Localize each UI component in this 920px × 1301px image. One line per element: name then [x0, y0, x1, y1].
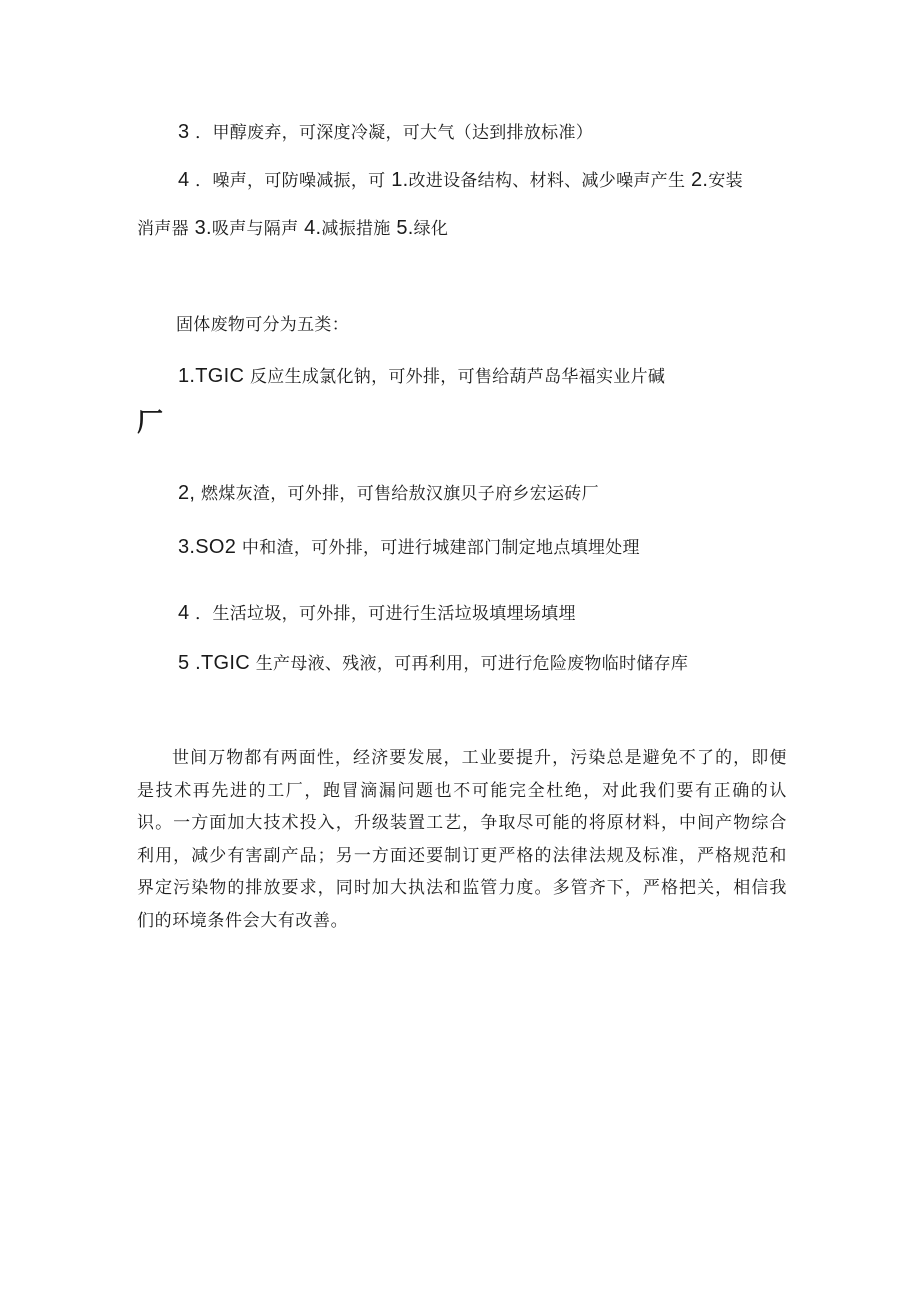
sub-number: 1.	[391, 169, 409, 191]
solid-waste-item-4	[178, 601, 576, 626]
measure-item-4-continued	[137, 216, 448, 241]
item-number-suffix: .TGIC	[195, 652, 250, 674]
solid-waste-item-1-tail	[137, 407, 164, 438]
sub-text: 改进设备结构、材料、减少噪声产生	[408, 171, 686, 191]
item-number: 4	[178, 602, 190, 624]
sub-number: 4.	[304, 217, 322, 239]
solid-waste-item-2	[178, 481, 599, 506]
solid-waste-item-3	[178, 535, 640, 560]
item-text: 燃煤灰渣，可外排，可售给敖汉旗贝子府乡宏运砖厂	[201, 484, 599, 504]
sub-text: 吸声与隔声	[211, 219, 299, 239]
item-text-tail: 厂	[137, 407, 164, 437]
solid-waste-item-5	[178, 651, 688, 676]
item-text: 中和渣，可外排，可进行城建部门制定地点填埋处理	[241, 538, 640, 558]
item-number: 3.SO2	[178, 536, 237, 558]
item-number: 1.TGIC	[178, 365, 245, 387]
item-text: ．甲醇废弃，可深度冷凝，可大气（达到排放标准）	[195, 123, 594, 143]
conclusion-paragraph: 世间万物都有两面性，经济要发展，工业要提升，污染总是避免不了的，即便是技术再先进的工厂，跑冒滴漏问题也不可能完全杜绝，对此我们要有正确的认识。一方面加大技术投入，升级装置工艺，争取尽可能的将原材料，中间产物综合利用，减少有害副产品；另一方面还要制订更严格的法律法规及标准，严格规范和界定污染物的排放要求，同时加大执法和监管力度。多管齐下，严格把关，相信我们的环境条件会大有改善。	[137, 748, 787, 931]
item-text: ．噪声，可防噪减振，可	[195, 171, 386, 191]
item-number: 5	[178, 652, 190, 674]
sub-text: 安装	[708, 171, 743, 191]
item-text: ．生活垃圾，可外排，可进行生活垃圾填埋场填埋	[195, 604, 576, 624]
sub-number: 2.	[691, 169, 709, 191]
measure-item-3	[178, 120, 593, 145]
item-number: 2,	[178, 482, 196, 504]
sub-number: 3.	[194, 217, 212, 239]
sub-number: 5.	[396, 217, 414, 239]
item-text: 反应生成氯化钠，可外排，可售给葫芦岛华福实业片碱	[249, 367, 666, 387]
item-number: 3	[178, 121, 190, 143]
solid-waste-item-1	[178, 364, 665, 389]
item-number: 4	[178, 169, 190, 191]
item-text: 生产母液、残液，可再利用，可进行危险废物临时储存库	[255, 654, 689, 674]
measure-item-4	[178, 168, 743, 193]
sub-text: 绿化	[413, 219, 449, 239]
sub-text: 减振措施	[321, 219, 391, 239]
solid-waste-heading: 固体废物可分为五类：	[176, 315, 349, 335]
sub-text: 消声器	[137, 219, 189, 239]
